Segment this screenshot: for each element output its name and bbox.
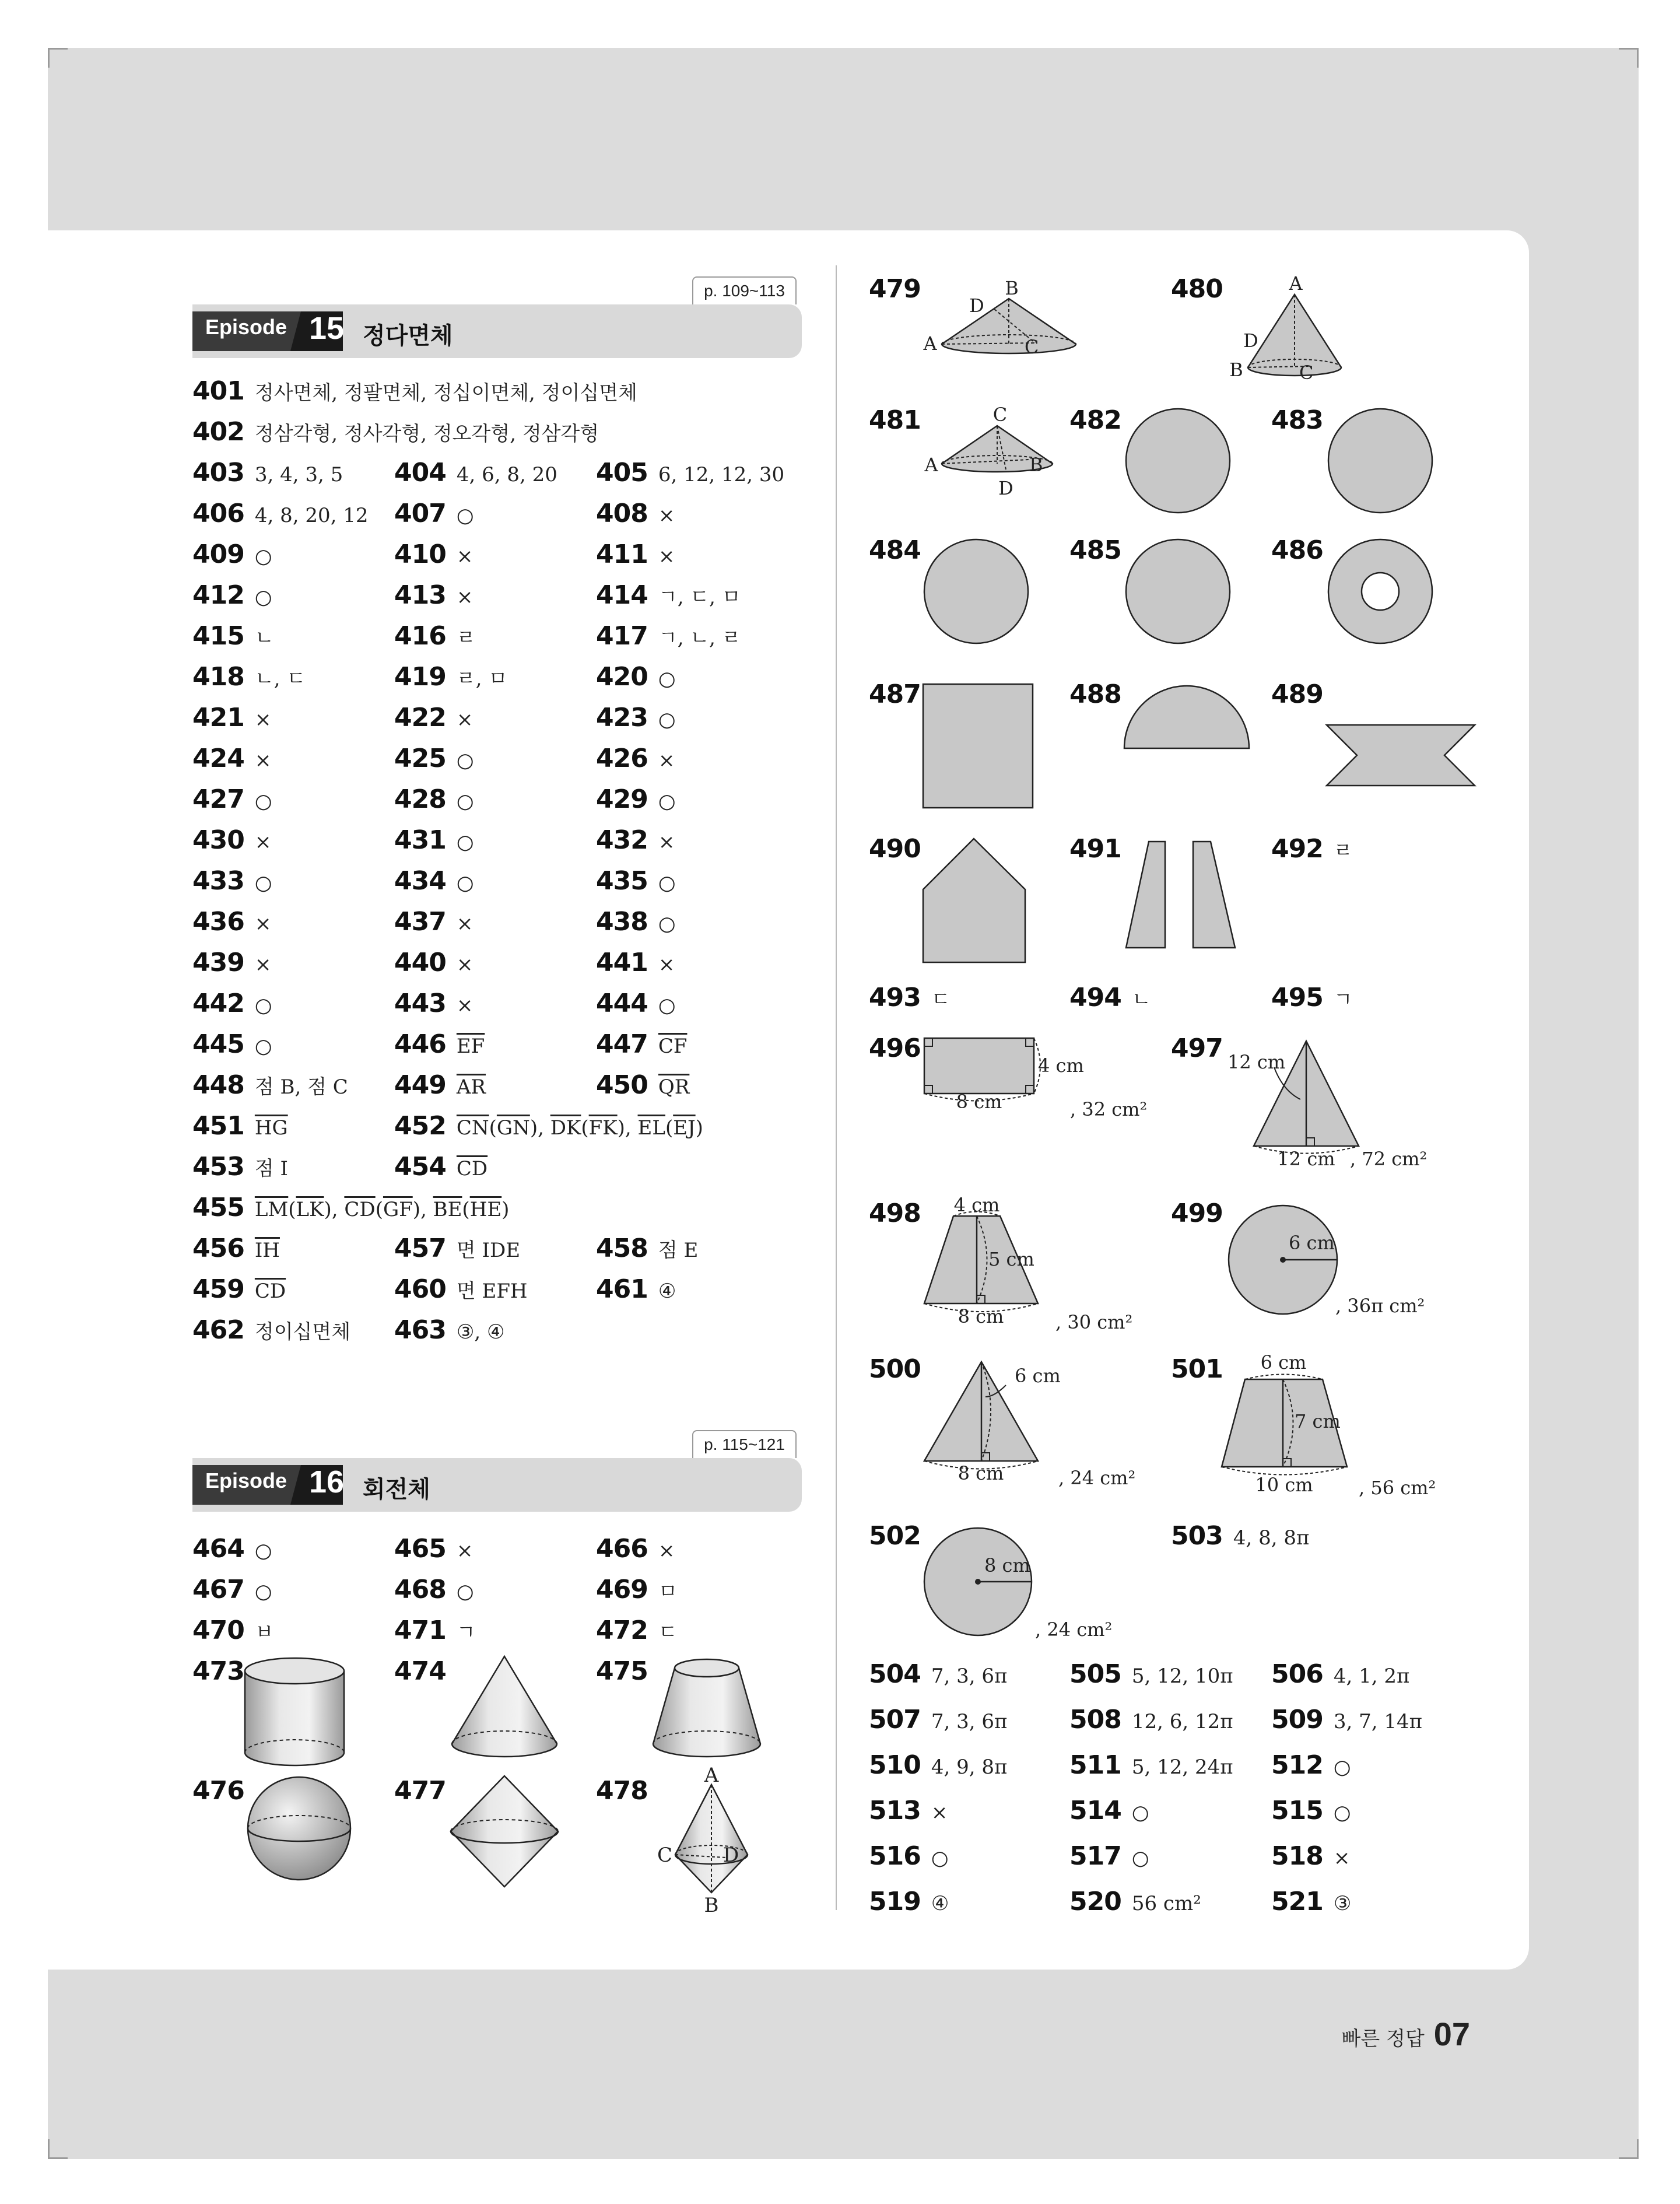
answer-text: 정사면체, 정팔면체, 정십이면체, 정이십면체: [254, 381, 637, 405]
answer-item: 448 점 B, 점 C: [192, 1070, 348, 1100]
answer-item: 505 5, 12, 10π: [1069, 1659, 1233, 1689]
episode-number: 15: [309, 311, 345, 346]
svg-text:A: A: [1289, 272, 1303, 295]
episode-title: 회전체: [363, 1476, 430, 1503]
page-number: 07: [1433, 2016, 1470, 2052]
svg-text:A: A: [704, 1764, 719, 1787]
cone-pyramid-figure: [1219, 271, 1370, 388]
answer-item: 511 5, 12, 24π: [1069, 1750, 1233, 1780]
answer-item: 416 ㄹ: [394, 621, 476, 651]
answer-item: 512 ○: [1271, 1750, 1351, 1780]
answer-item: 453 점 I: [192, 1152, 288, 1182]
answer-item: 478: [596, 1776, 648, 1806]
answer-item: 449 $\overline{AR}$: [394, 1070, 486, 1100]
crop-mark: [48, 48, 68, 50]
answer-item: 502: [869, 1521, 921, 1551]
cone-pyramid-figure: [918, 402, 1070, 507]
double-cone-labeled-figure: [647, 1764, 764, 1917]
answer-item: 488: [1069, 679, 1121, 709]
svg-text:B: B: [1029, 454, 1043, 476]
svg-text:, 72 cm²: , 72 cm²: [1350, 1148, 1428, 1170]
answer-item: 514 ○: [1069, 1796, 1149, 1825]
answer-item: 458 점 E: [596, 1234, 699, 1263]
svg-text:8 cm: 8 cm: [984, 1554, 1030, 1576]
answer-item: 518 ×: [1271, 1841, 1351, 1871]
answer-item: 435 ○: [596, 866, 676, 896]
answer-item: 413 ×: [394, 580, 474, 610]
svg-text:4 cm: 4 cm: [953, 1194, 1000, 1216]
answer-item: 426 ×: [596, 744, 675, 773]
answer-item: 485: [1069, 535, 1121, 565]
answer-item: 433 ○: [192, 866, 272, 896]
answer-item: 428 ○: [394, 784, 474, 814]
svg-text:B: B: [704, 1894, 719, 1917]
answer-item: 420 ○: [596, 662, 676, 692]
page-reference: p. 109~113: [692, 276, 797, 304]
circle-dim-figure: [921, 1522, 1178, 1651]
answer-item: 476: [192, 1776, 244, 1806]
answer-item: 404 4, 6, 8, 20: [394, 458, 557, 488]
answer-item: 484: [869, 535, 921, 565]
crop-mark: [48, 2139, 50, 2159]
episode-header: [192, 1458, 802, 1512]
answer-item: 516 ○: [869, 1841, 949, 1871]
answer-item: 473: [192, 1656, 244, 1686]
answer-item: 493 ㄷ: [869, 983, 951, 1012]
crop-mark: [1637, 2139, 1639, 2159]
answer-item: 429 ○: [596, 784, 676, 814]
answer-item: 419 ㄹ, ㅁ: [394, 662, 508, 692]
answer-item: 405 6, 12, 12, 30: [596, 458, 785, 488]
svg-text:10 cm: 10 cm: [1255, 1474, 1313, 1496]
svg-text:A: A: [924, 454, 938, 476]
frustum-figure: [648, 1653, 765, 1764]
answer-item: 444 ○: [596, 989, 676, 1018]
svg-text:, 32 cm²: , 32 cm²: [1070, 1098, 1148, 1120]
answer-item: 506 4, 1, 2π: [1271, 1659, 1410, 1689]
answer-item: 487: [869, 679, 921, 709]
answer-item: 471 ㄱ: [394, 1616, 476, 1645]
double-cone-figure: [446, 1773, 563, 1890]
answer-item: 500: [869, 1354, 921, 1384]
answer-item: 507 7, 3, 6π: [869, 1705, 1008, 1735]
answer-item: 497: [1171, 1033, 1223, 1063]
answer-item: 496: [869, 1033, 921, 1063]
svg-text:8 cm: 8 cm: [958, 1305, 1004, 1327]
rectangle-dim-figure: [921, 1032, 1178, 1126]
answer-item: 410 ×: [394, 539, 474, 569]
answer-item: 455 $\overline{LM}(\overline{LK})$, $\overline{CD}(\overline{GF})$, $\overline{BE}(\overline{HE})$: [192, 1193, 510, 1222]
answer-item: 442 ○: [192, 989, 272, 1018]
answer-item: 451 $\overline{HG}$: [192, 1111, 288, 1141]
answer-item: 454 $\overline{CD}$: [394, 1152, 488, 1182]
svg-text:, 24 cm²: , 24 cm²: [1035, 1618, 1113, 1641]
triangle-dim-figure: [1219, 1032, 1464, 1178]
annulus-figure: [1327, 538, 1434, 645]
answer-item: 483: [1271, 405, 1323, 435]
trapezoid-dim-figure: [921, 1194, 1178, 1338]
svg-text:C: C: [1299, 362, 1314, 384]
circle-figure: [1124, 407, 1232, 514]
page-footer: [1342, 2015, 1470, 2053]
svg-text:D: D: [969, 295, 984, 317]
answer-text: 정삼각형, 정사각형, 정오각형, 정삼각형: [254, 422, 599, 446]
answer-item: 479: [869, 274, 921, 304]
crop-mark: [48, 48, 50, 68]
svg-text:8 cm: 8 cm: [956, 1091, 1002, 1113]
answer-item: 494 ㄴ: [1069, 983, 1151, 1012]
answer-item: 501: [1171, 1354, 1223, 1384]
answer-item: 457 면 IDE: [394, 1234, 521, 1263]
answer-item: 482: [1069, 405, 1121, 435]
answer-item: 438 ○: [596, 907, 676, 937]
answer-item: 415 ㄴ: [192, 621, 274, 651]
answer-item: 443 ×: [394, 989, 474, 1018]
episode-title: 정다면체: [363, 323, 453, 349]
svg-text:12 cm: 12 cm: [1277, 1148, 1335, 1170]
answer-item: 445 ○: [192, 1029, 272, 1059]
answer-item: 430 ×: [192, 825, 272, 855]
svg-text:D: D: [723, 1844, 739, 1867]
answer-item: 418 ㄴ, ㄷ: [192, 662, 306, 692]
answer-item: 469 ㅁ: [596, 1575, 678, 1604]
episode-label: Episode: [205, 315, 287, 339]
svg-text:C: C: [1025, 336, 1039, 358]
circle-dim-figure: [1225, 1201, 1469, 1330]
answer-item: 504 7, 3, 6π: [869, 1659, 1008, 1689]
answer-item: 513 ×: [869, 1796, 948, 1825]
answer-item: 406 4, 8, 20, 12: [192, 499, 369, 528]
svg-text:, 24 cm²: , 24 cm²: [1058, 1467, 1136, 1489]
answer-item: 408 ×: [596, 499, 675, 528]
trapezoid-pair-figure: [1124, 840, 1241, 951]
svg-text:D: D: [998, 477, 1013, 499]
answer-item: 517 ○: [1069, 1841, 1149, 1871]
answer-item: 510 4, 9, 8π: [869, 1750, 1008, 1780]
answer-item: 508 12, 6, 12π: [1069, 1705, 1233, 1735]
circle-figure: [923, 538, 1030, 645]
svg-text:6 cm: 6 cm: [1260, 1351, 1307, 1373]
page-reference: p. 115~121: [692, 1430, 797, 1458]
answer-item: 436 ×: [192, 907, 272, 937]
answer-item: 456 $\overline{IH}$: [192, 1234, 280, 1263]
svg-text:7 cm: 7 cm: [1295, 1410, 1341, 1432]
svg-text:8 cm: 8 cm: [958, 1462, 1004, 1484]
svg-text:, 30 cm²: , 30 cm²: [1055, 1311, 1133, 1333]
answer-item: 465 ×: [394, 1534, 474, 1564]
answer-item: 498: [869, 1199, 921, 1228]
answer-item: 409 ○: [192, 539, 272, 569]
column-divider: [836, 265, 837, 1910]
svg-text:5 cm: 5 cm: [988, 1248, 1034, 1270]
trapezoid-dim-figure: [1219, 1353, 1469, 1505]
hourglass-figure: [1325, 723, 1476, 787]
answer-item: 481: [869, 405, 921, 435]
answer-item: 437 ×: [394, 907, 474, 937]
svg-text:6 cm: 6 cm: [1289, 1232, 1335, 1254]
answer-item: 447 $\overline{CF}$: [596, 1029, 688, 1059]
answer-item: 463 ③, ④: [394, 1315, 505, 1345]
answer-item: 439 ×: [192, 948, 272, 977]
answer-item: 499: [1171, 1199, 1223, 1228]
episode-number: 16: [309, 1464, 345, 1499]
answer-item: 486: [1271, 535, 1323, 565]
answer-item: 440 ×: [394, 948, 474, 977]
crop-mark: [1619, 2157, 1639, 2159]
svg-text:B: B: [1229, 359, 1243, 381]
answer-item: 427 ○: [192, 784, 272, 814]
cone-figure: [446, 1653, 563, 1764]
answer-item: 490: [869, 834, 921, 864]
answer-item: 503 4, 8, 8π: [1171, 1521, 1310, 1551]
answer-item: 520 56 cm²: [1069, 1887, 1201, 1916]
circle-figure: [1124, 538, 1232, 645]
answer-item: 475: [596, 1656, 648, 1686]
answer-item: 452 $\overline{CN}(\overline{GN})$, $\overline{DK}(\overline{FK})$, $\overline{EL}(\overline{EJ})$: [394, 1111, 703, 1141]
cylinder-figure: [242, 1656, 347, 1767]
svg-text:C: C: [992, 404, 1008, 426]
answer-item: 464 ○: [192, 1534, 272, 1564]
pentagon-figure: [921, 837, 1029, 965]
crop-mark: [48, 2157, 68, 2159]
svg-text:6 cm: 6 cm: [1015, 1365, 1061, 1387]
cone-pyramid-figure: [918, 274, 1093, 367]
answer-item: 402 정삼각형, 정사각형, 정오각형, 정삼각형: [192, 417, 599, 447]
answer-item: 422 ×: [394, 703, 474, 733]
answer-item: 491: [1069, 834, 1121, 864]
answer-item: 462 정이십면체: [192, 1315, 351, 1345]
answer-item: 515 ○: [1271, 1796, 1351, 1825]
answer-item: 468 ○: [394, 1575, 474, 1604]
sphere-figure: [244, 1773, 355, 1884]
answer-item: 411 ×: [596, 539, 675, 569]
svg-text:12 cm: 12 cm: [1227, 1051, 1286, 1073]
answer-item: 480: [1171, 274, 1223, 304]
svg-text:D: D: [1243, 330, 1258, 352]
svg-text:B: B: [1005, 277, 1019, 299]
answer-item: 519 ④: [869, 1887, 949, 1916]
rectangle-figure: [921, 682, 1038, 811]
answer-item: 432 ×: [596, 825, 675, 855]
answer-item: 521 ③: [1271, 1887, 1352, 1916]
answer-item: 459 $\overline{CD}$: [192, 1274, 286, 1304]
answer-item: 489: [1271, 679, 1323, 709]
answer-item: 401 정사면체, 정팔면체, 정십이면체, 정이십면체: [192, 376, 637, 406]
answer-item: 421 ×: [192, 703, 272, 733]
episode-label: Episode: [205, 1469, 287, 1492]
crop-mark: [1619, 48, 1639, 50]
circle-figure: [1327, 407, 1434, 514]
answer-item: 461 ④: [596, 1274, 676, 1304]
answer-item: 467 ○: [192, 1575, 272, 1604]
episode-header: [192, 304, 802, 358]
answer-item: 495 ㄱ: [1271, 983, 1353, 1012]
answer-item: 470 ㅂ: [192, 1616, 274, 1645]
answer-item: 414 ㄱ, ㄷ, ㅁ: [596, 580, 741, 610]
answer-item: 407 ○: [394, 499, 474, 528]
answer-item: 466 ×: [596, 1534, 675, 1564]
answer-item: 431 ○: [394, 825, 474, 855]
answer-item: 403 3, 4, 3, 5: [192, 458, 343, 488]
answer-item: 434 ○: [394, 866, 474, 896]
answer-item: 412 ○: [192, 580, 272, 610]
crop-mark: [1637, 48, 1639, 68]
answer-item: 450 $\overline{QR}$: [596, 1070, 690, 1100]
svg-text:4 cm: 4 cm: [1038, 1054, 1084, 1077]
answer-item: 423 ○: [596, 703, 676, 733]
answer-item: 446 $\overline{EF}$: [394, 1029, 485, 1059]
svg-text:, 56 cm²: , 56 cm²: [1359, 1477, 1436, 1499]
answer-item: 509 3, 7, 14π: [1271, 1705, 1422, 1735]
answer-item: 477: [394, 1776, 446, 1806]
answer-item: 460 면 EFH: [394, 1274, 528, 1304]
answer-item: 417 ㄱ, ㄴ, ㄹ: [596, 621, 741, 651]
answer-item: 425 ○: [394, 744, 474, 773]
answer-item: 474: [394, 1656, 446, 1686]
answer-item: 492 ㄹ: [1271, 834, 1353, 864]
semicircle-figure: [1123, 682, 1251, 752]
answer-item: 424 ×: [192, 744, 272, 773]
answer-item: 441 ×: [596, 948, 675, 977]
triangle-dim-figure: [921, 1353, 1178, 1499]
svg-text:A: A: [923, 332, 937, 355]
svg-text:C: C: [657, 1844, 673, 1867]
footer-label: 빠른 정답: [1341, 2027, 1425, 2051]
answer-item: 472 ㄷ: [596, 1616, 678, 1645]
svg-text:, 36π cm²: , 36π cm²: [1335, 1295, 1425, 1317]
